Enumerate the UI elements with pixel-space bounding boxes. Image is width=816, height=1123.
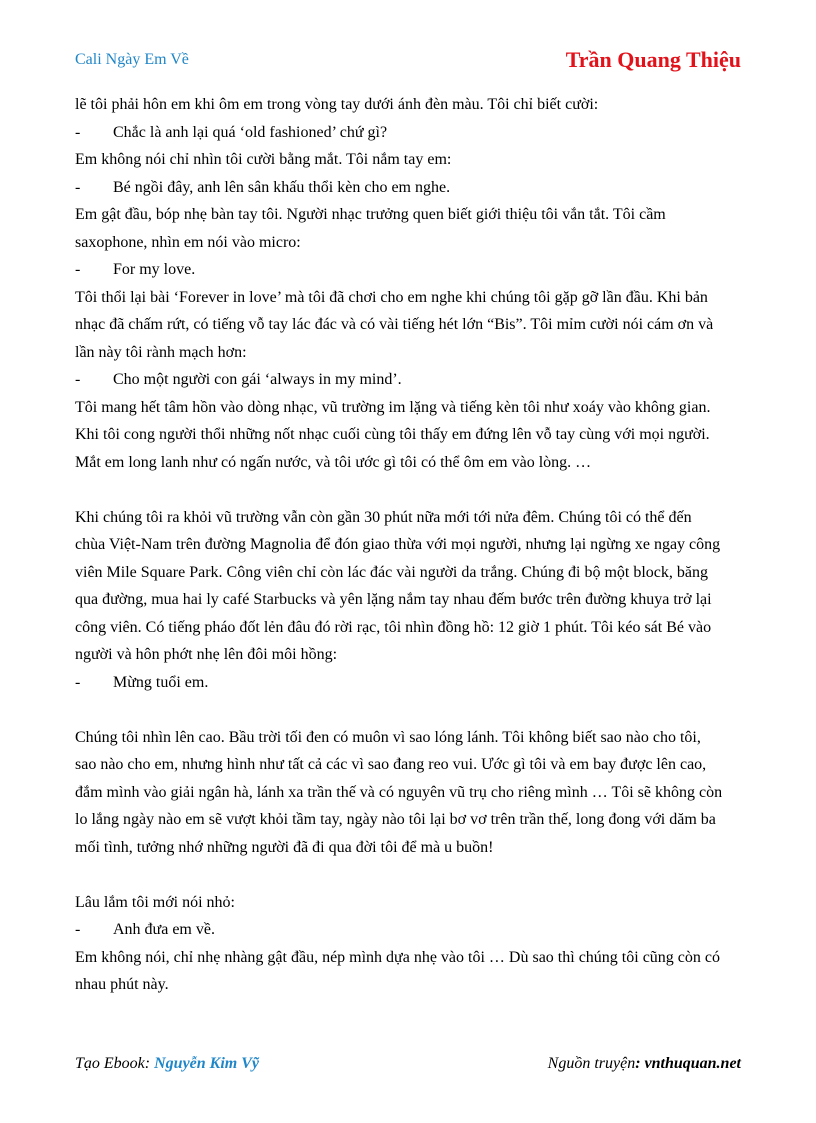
dialogue-line	[75, 669, 747, 697]
dialogue-line	[75, 366, 747, 394]
body-line: lẽ tôi phải hôn em khi ôm em trong vòng tay dưới ánh đèn màu. Tôi chỉ biết cười:	[75, 96, 599, 113]
dialogue-dash: -	[75, 123, 81, 141]
body-line: viên Mile Square Park. Công viên chỉ còn lác đác vài người da trắng. Chúng đi bộ một block, băng	[75, 563, 708, 581]
source-label: Nguồn truyện	[547, 1055, 636, 1072]
body-line: Em không nói, chỉ nhẹ nhàng gật đầu, nép mình dựa nhẹ vào tôi … Dù sao thì chúng tôi cũng còn có	[75, 948, 720, 966]
dialogue-line	[75, 916, 747, 944]
body-line: saxophone, nhìn em nói vào micro:	[75, 233, 301, 251]
body-line: Mắt em long lanh như có ngấn nước, và tôi ước gì tôi có thể ôm em vào lòng. …	[75, 453, 592, 471]
body-line: nhau phút này.	[75, 976, 169, 993]
dialogue-line	[75, 256, 747, 284]
body-line: nhạc đã chấm rứt, có tiếng vỗ tay lác đác và có vài tiếng hét lớn “Bis”. Tôi mỉm cười nói cám ơn và	[75, 316, 714, 333]
dialogue-text: Chắc là anh lại quá ‘old fashioned’ chứ gì?	[113, 123, 388, 141]
body-line: chùa Việt-Nam trên đường Magnolia để đón giao thừa với mọi người, nhưng lại ngừng xe ngay công	[75, 536, 721, 553]
dialogue-text: Mừng tuổi em.	[113, 673, 209, 691]
dialogue-dash: -	[75, 921, 81, 938]
body-line: Tôi thổi lại bài ‘Forever in love’ mà tôi đã chơi cho em nghe khi chúng tôi gặp gỡ lần đầu. Khi bản	[75, 288, 708, 306]
dialogue-text: Bé ngồi đây, anh lên sân khấu thổi kèn cho em nghe.	[113, 178, 451, 196]
story-body	[75, 91, 747, 999]
dialogue-line	[75, 119, 747, 147]
dialogue-line	[75, 174, 747, 202]
credit-name: Nguyễn Kim Vỹ	[154, 1055, 259, 1072]
paragraph-gap	[75, 476, 747, 504]
body-line: đắm mình vào giải ngân hà, lánh xa trần thế và có nguyên vũ trụ cho riêng mình … Tôi sẽ không còn	[75, 783, 723, 801]
body-line: Khi tôi cong người thổi những nốt nhạc cuối cùng tôi thấy em đứng lên vỗ tay cùng với mọi người.	[75, 426, 710, 443]
story-source	[548, 1055, 741, 1073]
dialogue-dash: -	[75, 178, 81, 196]
source-separator: :	[635, 1055, 645, 1072]
body-line: lần này tôi rành mạch hơn:	[75, 343, 247, 361]
dialogue-text: For my love.	[113, 261, 196, 278]
dialogue-text: Anh đưa em về.	[113, 921, 215, 938]
dialogue-dash: -	[75, 371, 81, 388]
body-line: Em không nói chỉ nhìn tôi cười bằng mắt. Tôi nắm tay em:	[75, 151, 452, 168]
body-line: người và hôn phớt nhẹ lên đôi môi hồng:	[75, 646, 338, 663]
dialogue-text: Cho một người con gái ‘always in my mind’.	[113, 371, 402, 388]
book-title: Cali Ngày Em Về	[75, 51, 189, 68]
body-line: sao nào cho em, nhưng hình như tất cả các vì sao đang reo vui. Ước gì tôi và em bay được lên cao,	[75, 756, 707, 773]
body-line: Khi chúng tôi ra khỏi vũ trường vẫn còn gần 30 phút nữa mới tới nửa đêm. Chúng tôi có thể đến	[75, 508, 692, 526]
dialogue-dash: -	[75, 261, 81, 278]
body-line: lo lắng ngày nào em sẽ vượt khỏi tầm tay, ngày nào tôi lại bơ vơ trên trần thế, long đong với dăm ba	[75, 811, 716, 828]
ebook-credit	[75, 1055, 259, 1073]
body-line: Lâu lắm tôi mới nói nhỏ:	[75, 893, 235, 911]
paragraph-gap	[75, 861, 747, 889]
body-line: Chúng tôi nhìn lên cao. Bầu trời tối đen có muôn vì sao lóng lánh. Tôi không biết sao nào cho tôi,	[75, 728, 701, 746]
body-line: qua đường, mua hai ly café Starbucks và yên lặng nắm tay nhau đếm bước trên đường khuya trở lại	[75, 591, 712, 608]
author-name: Trần Quang Thiệu	[565, 47, 741, 72]
body-line: công viên. Có tiếng pháo đốt lẻn đâu đó rời rạc, tôi nhìn đồng hồ: 12 giờ 1 phút. Tôi kéo sát Bé vào	[75, 618, 712, 636]
body-line: Em gật đầu, bóp nhẹ bàn tay tôi. Người nhạc trưởng quen biết giới thiệu tôi vắn tắt. Tôi cầm	[75, 206, 666, 223]
credit-label: Tạo Ebook	[75, 1055, 145, 1072]
dialogue-dash: -	[75, 673, 81, 691]
source-site: vnthuquan.net	[644, 1055, 741, 1072]
credit-separator: :	[144, 1055, 155, 1072]
body-line: mối tình, tưởng nhớ những người đã đi qua đời tôi để mà u buồn!	[75, 838, 494, 856]
body-line: Tôi mang hết tâm hồn vào dòng nhạc, vũ trường im lặng và tiếng kèn tôi như xoáy vào không gian.	[75, 398, 711, 416]
paragraph-gap	[75, 696, 747, 724]
